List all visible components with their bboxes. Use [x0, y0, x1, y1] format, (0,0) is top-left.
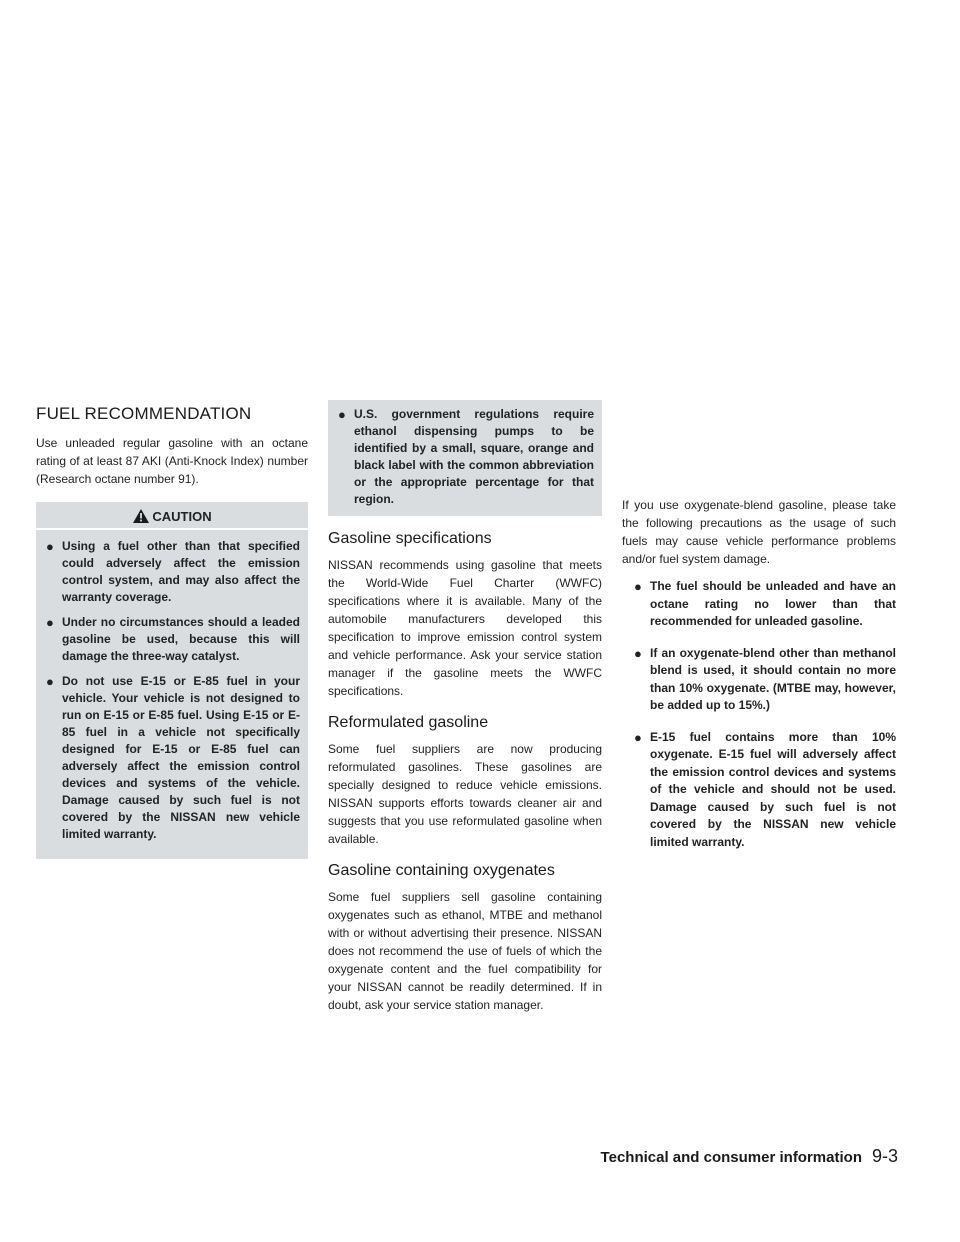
bullet-icon: ● — [634, 645, 642, 661]
oxygenates-item: ● E-15 fuel contains more than 10% oxygenate. E-15 fuel will adversely affect the emission control devices and systems of the vehicle and should not be used. Damage caused by such fuel is not covered by the NISSAN new vehicle limited warranty. — [634, 729, 896, 849]
gasoline-specifications-paragraph: NISSAN recommends using gasoline that meets the World-Wide Fuel Charter (WWFC) specifications where it is available. Many of the automobile manufacturers developed this specification to improve emission control system and vehicle performance. Ask your service station manager if the gasoline meets the WWFC specifications. — [328, 558, 602, 698]
caution-item: ● Using a fuel other than that specified could adversely affect the emission control system, and may also affect the warranty coverage. — [46, 539, 300, 604]
caution-header — [36, 502, 308, 530]
page-number: 9-3 — [871, 1146, 898, 1166]
caution-list — [36, 538, 308, 843]
column-middle — [328, 404, 602, 1024]
caution-item: ● U.S. government regulations require ethanol dispensing pumps to be identified by a small, square, orange and black label with the common abbreviation or the appropriate percentage for that region. — [338, 407, 594, 506]
caution-item: ● Do not use E-15 or E-85 fuel in your vehicle. Your vehicle is not designed to run on E-15 or E-85 fuel. Using E-15 or E-85 fuel in a vehicle not specifically designed for E-15 or E-85 fuel can adversely affect the emission control devices and systems of the vehicle. Damage caused by such fuel is not covered by the NISSAN new vehicle limited warranty. — [46, 674, 300, 841]
oxygenates-precautions-paragraph: If you use oxygenate-blend gasoline, please take the following precautions as the usage of such fuels may cause vehicle performance problems and/or fuel system damage. — [622, 498, 896, 566]
footer-section-title: Technical and consumer information — [600, 1149, 862, 1166]
heading-gasoline-oxygenates: Gasoline containing oxygenates — [328, 862, 555, 879]
oxygenates-paragraph: Some fuel suppliers sell gasoline containing oxygenates such as ethanol, MTBE and methanol with or without advertising their presence. NISSAN does not recommend the use of fuels of which the oxygenate content and the fuel compatibility for your NISSAN cannot be readily determined. If in doubt, ask your service station manager. — [328, 890, 602, 1012]
page-footer — [582, 1146, 898, 1167]
heading-reformulated-gasoline: Reformulated gasoline — [328, 714, 489, 731]
heading-gasoline-specifications: Gasoline specifications — [328, 530, 492, 547]
bullet-icon: ● — [338, 407, 346, 422]
bullet-icon: ● — [46, 539, 54, 554]
caution-box — [36, 502, 308, 859]
caution-list-continued — [336, 406, 594, 508]
warning-triangle-icon — [132, 508, 150, 524]
column-right — [622, 404, 896, 865]
bullet-icon: ● — [46, 615, 54, 630]
column-left — [36, 404, 308, 859]
bullet-icon: ● — [46, 674, 54, 689]
caution-label: CAUTION — [152, 508, 212, 524]
intro-paragraph: Use unleaded regular gasoline with an octane rating of at least 87 AKI (Anti-Knock Index) number (Research octane number 91). — [36, 436, 308, 486]
bullet-icon: ● — [634, 579, 642, 594]
caution-box-continued — [328, 400, 602, 516]
oxygenates-item: ● The fuel should be unleaded and have an octane rating no lower than that recommended for unleaded gasoline. — [634, 579, 896, 628]
oxygenates-list — [622, 578, 896, 851]
caution-item: ● Under no circumstances should a leaded gasoline be used, because this will damage the three-way catalyst. — [46, 615, 300, 663]
oxygenates-item: ● If an oxygenate-blend other than methanol blend is used, it should contain no more than 10% oxygenate. (MTBE may, however, be added up to 15%.) — [634, 645, 896, 712]
bullet-icon: ● — [634, 729, 642, 745]
page-title: FUEL RECOMMENDATION — [36, 404, 252, 423]
reformulated-gasoline-paragraph: Some fuel suppliers are now producing reformulated gasolines. These gasolines are specially designed to reduce vehicle emissions. NISSAN supports efforts towards cleaner air and suggests that you use reformulated gasoline when available. — [328, 742, 602, 846]
